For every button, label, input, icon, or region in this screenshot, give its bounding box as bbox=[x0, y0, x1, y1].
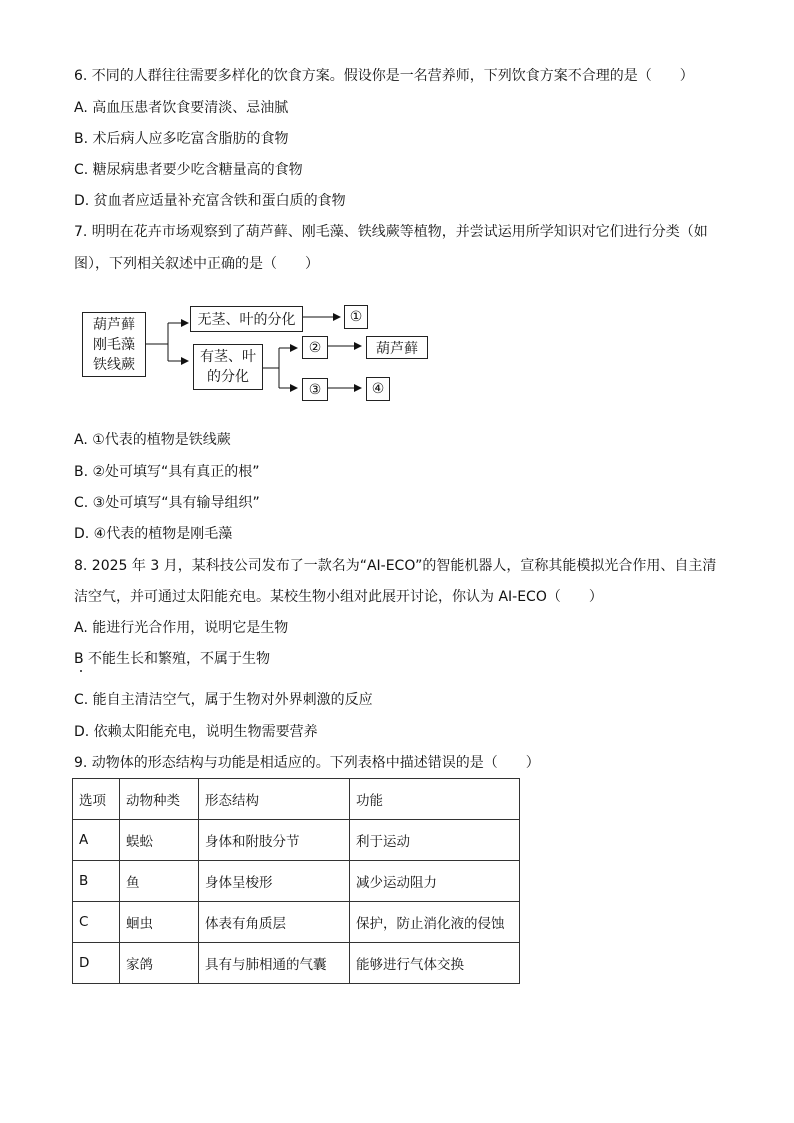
mark-2: ② bbox=[308, 339, 322, 356]
q7-option-a: A. ①代表的植物是铁线蕨 bbox=[74, 432, 231, 448]
q7-stem-line1: 7. 明明在花卉市场观察到了葫芦藓、刚毛藻、铁线蕨等植物，并尝试运用所学知识对它们进行分类（如 bbox=[74, 224, 708, 240]
cell-animal: 家鸽 bbox=[120, 943, 199, 984]
mark-2-box bbox=[302, 336, 328, 359]
q6-option-a: A. 高血压患者饮食要清淡、忌油腻 bbox=[74, 100, 289, 116]
no-stem-leaf-label: 无茎、叶的分化 bbox=[197, 312, 296, 328]
q7-option-d: D. ④代表的植物是刚毛藻 bbox=[74, 526, 233, 542]
cell-function: 能够进行气体交换 bbox=[350, 943, 520, 984]
mark-1-box bbox=[344, 305, 368, 329]
cell-option: C bbox=[73, 902, 120, 943]
cell-structure: 身体和附肢分节 bbox=[199, 820, 350, 861]
cell-structure: 身体呈梭形 bbox=[199, 861, 350, 902]
cell-function: 保护，防止消化液的侵蚀 bbox=[350, 902, 520, 943]
header-animal: 动物种类 bbox=[120, 779, 199, 820]
q8-option-c: C. 能自主清洁空气，属于生物对外界刺激的反应 bbox=[74, 692, 373, 708]
result-2-box bbox=[366, 336, 428, 359]
q6-option-d: D. 贫血者应适量补充富含铁和蛋白质的食物 bbox=[74, 193, 346, 209]
table-row bbox=[73, 943, 520, 984]
plant-2: 刚毛藻 bbox=[93, 336, 135, 353]
q9-table bbox=[72, 778, 520, 984]
mark-3-box bbox=[302, 378, 328, 401]
q7-stem-line2: 图），下列相关叙述中正确的是（ ） bbox=[74, 256, 319, 272]
q6-option-c: C. 糖尿病患者要少吃含糖量高的食物 bbox=[74, 162, 303, 178]
mark-4: ④ bbox=[371, 381, 385, 397]
cell-option: D bbox=[73, 943, 120, 984]
q7-option-b: B. ②处可填写“具有真正的根” bbox=[74, 464, 260, 480]
q8-option-a: A. 能进行光合作用，说明它是生物 bbox=[74, 620, 289, 636]
cell-function: 减少运动阻力 bbox=[350, 861, 520, 902]
table-header-row bbox=[73, 779, 520, 820]
table-row bbox=[73, 820, 520, 861]
q7-option-c: C. ③处可填写“具有输导组织” bbox=[74, 495, 260, 511]
has-stem-leaf-line1: 有茎、叶 bbox=[200, 349, 256, 365]
header-function: 功能 bbox=[350, 779, 520, 820]
stray-dot bbox=[80, 670, 82, 672]
cell-animal: 蜈蚣 bbox=[120, 820, 199, 861]
q8-option-d: D. 依赖太阳能充电，说明生物需要营养 bbox=[74, 724, 318, 740]
mark-1: ① bbox=[349, 309, 363, 325]
header-structure: 形态结构 bbox=[199, 779, 350, 820]
table-row bbox=[73, 861, 520, 902]
q6-stem: 6. 不同的人群往往需要多样化的饮食方案。假设你是一名营养师，下列饮食方案不合理的是（ ） bbox=[74, 68, 694, 84]
q8-option-b: B 不能生长和繁殖，不属于生物 bbox=[74, 651, 271, 667]
cell-structure: 体表有角质层 bbox=[199, 902, 350, 943]
mark-3: ③ bbox=[308, 381, 322, 398]
has-stem-leaf-box bbox=[193, 344, 263, 390]
q9-stem: 9. 动物体的形态结构与功能是相适应的。下列表格中描述错误的是（ ） bbox=[74, 755, 540, 771]
no-stem-leaf-box bbox=[190, 306, 303, 332]
mark-4-box bbox=[366, 377, 390, 401]
q8-stem-line1: 8. 2025 年 3 月，某科技公司发布了一款名为“AI-ECO”的智能机器人，宣称其能模拟光合作用、自主清 bbox=[74, 558, 717, 574]
plant-3: 铁线蕨 bbox=[93, 356, 135, 373]
has-stem-leaf-line2: 的分化 bbox=[207, 369, 249, 385]
cell-animal: 鱼 bbox=[120, 861, 199, 902]
result-2: 葫芦藓 bbox=[376, 340, 418, 357]
q6-option-b: B. 术后病人应多吃富含脂肪的食物 bbox=[74, 131, 289, 147]
header-option: 选项 bbox=[73, 779, 120, 820]
cell-option: B bbox=[73, 861, 120, 902]
table-row bbox=[73, 902, 520, 943]
cell-animal: 蛔虫 bbox=[120, 902, 199, 943]
cell-function: 利于运动 bbox=[350, 820, 520, 861]
q8-stem-line2: 洁空气，并可通过太阳能充电。某校生物小组对此展开讨论，你认为 AI-ECO（ ） bbox=[74, 589, 603, 605]
cell-option: A bbox=[73, 820, 120, 861]
cell-structure: 具有与肺相通的气囊 bbox=[199, 943, 350, 984]
plants-box bbox=[82, 312, 146, 377]
plant-1: 葫芦藓 bbox=[93, 316, 135, 333]
